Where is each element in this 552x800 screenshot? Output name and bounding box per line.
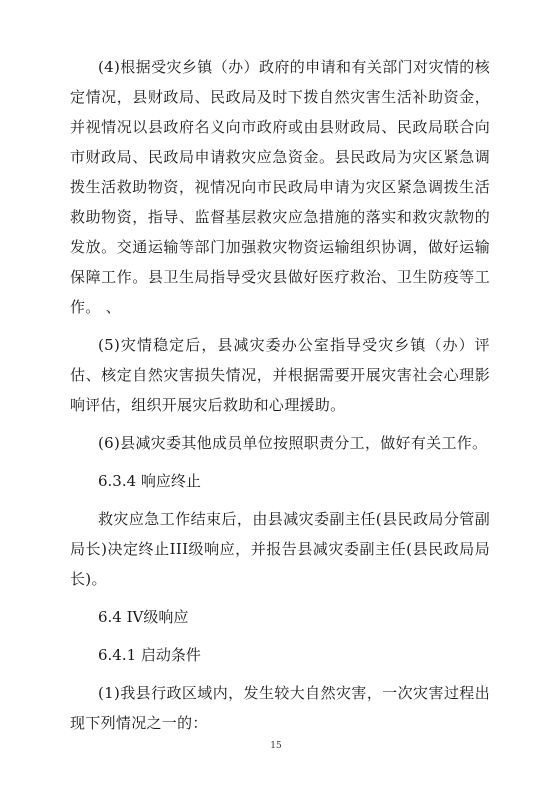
- page-number: 15: [270, 741, 282, 751]
- section-heading-6-4: 6.4 IV级响应: [98, 608, 189, 626]
- paragraph-start-condition-1: (1)我县行政区域内，发生较大自然灾害，一次灾害过程出现下列情况之一的：: [70, 684, 490, 732]
- paragraph-response-termination: 救灾应急工作结束后，由县减灾委副主任(县民政局分管副局长)决定终止III级响应，并报告县减灾委副主任(县民政局局长)。: [70, 510, 490, 588]
- paragraph-item-4: (4)根据受灾乡镇（办）政府的申请和有关部门对灾情的核定情况，县财政局、民政局及时下拨自然灾害生活补助资金，并视情况以县政府名义向市政府或由县财政局、民政局联合向市财政局、民政局申请救灾应急资金。县民政局为灾区紧急调拨生活救助物资，视情况向市民政局申请为灾区紧急调拨生活救助物资，指导、监督基层救灾应急措施的落实和救灾款物的发放。交通运输等部门加强救灾物资运输组织协调，做好运输保障工作。县卫生局指导受灾县做好医疗救治、卫生防疫等工作。 、: [70, 58, 490, 316]
- document-body: [70, 52, 490, 746]
- paragraph-item-5: (5)灾情稳定后，县减灾委办公室指导受灾乡镇（办）评估、核定自然灾害损失情况，并根据需要开展灾害社会心理影响评估，组织开展灾后救助和心理援助。: [70, 336, 490, 414]
- section-heading-6-3-4: 6.3.4 响应终止: [98, 472, 201, 490]
- paragraph-item-6: (6)县减灾委其他成员单位按照职责分工，做好有关工作。: [98, 434, 488, 452]
- section-heading-6-4-1: 6.4.1 启动条件: [98, 646, 201, 664]
